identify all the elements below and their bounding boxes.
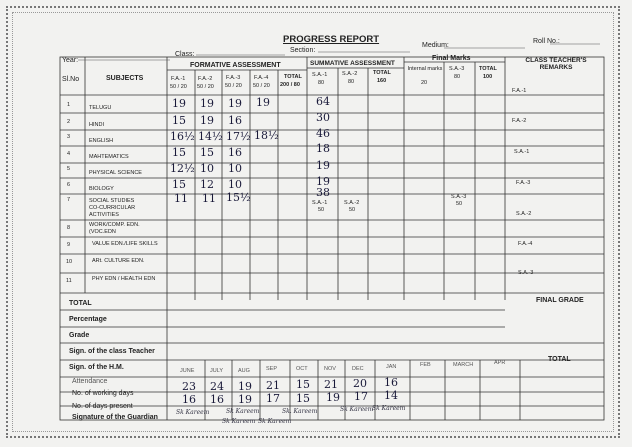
month-label: JULY xyxy=(210,368,224,374)
guardian-signature: Sk Kareem xyxy=(176,409,210,416)
days-present-label: No. of days present xyxy=(72,403,133,410)
total-label: TOTAL xyxy=(548,356,571,363)
fa2-mark: 10 xyxy=(200,162,214,175)
sa1-mark: 19 xyxy=(316,175,330,188)
fa3-mark: 16 xyxy=(228,146,242,159)
roll-label: Roll No.: xyxy=(533,38,560,45)
row-number: 3 xyxy=(67,134,71,140)
sa-total-max: 160 xyxy=(377,78,387,84)
row-number: 5 xyxy=(67,166,71,172)
remark-label: F.A.-4 xyxy=(518,241,533,247)
remark-label: F.A.-2 xyxy=(512,118,527,124)
hm-sign-label: Sign. of the H.M. xyxy=(69,364,124,371)
month-label: JAN xyxy=(386,364,397,370)
days-present-value: 17 xyxy=(354,390,368,403)
subject-name: TELUGU xyxy=(89,105,112,111)
summative-header: SUMMATIVE ASSESSMENT xyxy=(310,60,395,67)
row-number: 8 xyxy=(67,225,71,231)
teacher-sign-label: Sign. of the class Teacher xyxy=(69,348,155,355)
cc-sa2-max: 50 xyxy=(349,207,356,213)
guardian-sign-label: Signature of the Guardian xyxy=(72,414,158,421)
cc-subject-name: ARt. CULTURE EDN. xyxy=(92,258,145,264)
slno-header: Sl.No xyxy=(62,76,80,83)
final-total-max: 100 xyxy=(483,74,493,80)
fa1-header: F.A.-1 xyxy=(171,76,186,82)
fa2-mark: 15 xyxy=(200,146,214,159)
row-number: 10 xyxy=(66,259,73,265)
row-number: 9 xyxy=(67,242,71,248)
fa2-header: F.A.-2 xyxy=(198,76,213,82)
class-label: Class: xyxy=(175,51,195,58)
guardian-signature: Sk Kareem xyxy=(372,405,406,412)
subject-name: SOCIAL STUDIES xyxy=(89,198,135,204)
guardian-signature: Sk Kareem xyxy=(226,408,260,415)
attendance-label: Attendance xyxy=(72,378,108,385)
sa1-mark: 30 xyxy=(316,111,330,124)
internal-header: Internal marks xyxy=(407,66,443,72)
guardian-signature: Sk Kareem xyxy=(258,418,292,425)
fa2-mark: 19 xyxy=(200,97,214,110)
cc-sa1-header: S.A.-1 xyxy=(312,200,328,206)
subject-name: PHYSICAL SCIENCE xyxy=(89,170,142,176)
row-number: 1 xyxy=(67,102,71,108)
working-days-value: 21 xyxy=(266,379,280,392)
month-label: AUG xyxy=(238,368,250,374)
fa2-mark: 11 xyxy=(202,192,216,205)
days-present-value: 19 xyxy=(326,391,340,404)
working-days-value: 15 xyxy=(296,378,310,391)
sa1-mark: 46 xyxy=(316,127,330,140)
row-number: 2 xyxy=(67,119,71,125)
fa4-mark: 19 xyxy=(256,96,270,109)
fa1-max: 50 / 20 xyxy=(170,84,187,90)
cc-sa3-max: 50 xyxy=(456,201,463,207)
final-marks-header: Final Marks xyxy=(432,55,471,62)
sa1-header: S.A.-1 xyxy=(312,72,328,78)
fa3-header: F.A.-3 xyxy=(226,75,241,81)
working-days-value: 21 xyxy=(324,378,338,391)
fa4-header: F.A.-4 xyxy=(254,75,269,81)
sa2-max: 80 xyxy=(348,79,355,85)
grade-row-label: Grade xyxy=(69,332,90,339)
month-label: JUNE xyxy=(180,368,195,374)
cc-sa3-header: S.A.-3 xyxy=(451,194,467,200)
days-present-value: 16 xyxy=(210,393,224,406)
fa1-mark: 15 xyxy=(172,178,186,191)
subject-name: BIOLOGY xyxy=(89,186,114,192)
final-total-header: TOTAL xyxy=(479,66,497,72)
days-present-value: 14 xyxy=(384,389,398,402)
cocurricular-label: CO-CURRICULAR ACTIVITIES xyxy=(89,205,136,218)
row-number: 6 xyxy=(67,182,71,188)
month-label: SEP xyxy=(266,366,278,372)
sa1-mark: 19 xyxy=(316,159,330,172)
working-days-value: 23 xyxy=(182,380,196,393)
final-grade-label: FINAL GRADE xyxy=(536,297,584,304)
sa3-header: S.A.-3 xyxy=(449,66,465,72)
report-title: PROGRESS REPORT xyxy=(283,34,380,45)
fa4-max: 50 / 20 xyxy=(253,83,270,89)
cc-sa2-header: S.A.-2 xyxy=(344,200,360,206)
remark-label: S.A.-3 xyxy=(518,270,534,276)
subjects-header: SUBJECTS xyxy=(106,75,144,82)
month-label: APR xyxy=(494,360,506,366)
row-number: 7 xyxy=(67,197,71,203)
remark-label: S.A.-1 xyxy=(514,149,530,155)
fa3-mark: 17½ xyxy=(226,130,251,143)
fa2-mark: 14½ xyxy=(198,130,223,143)
fa3-mark: 16 xyxy=(228,114,242,127)
fa2-mark: 19 xyxy=(200,114,214,127)
year-label: Year: xyxy=(62,57,79,64)
sa1-mark: 38 xyxy=(316,186,330,199)
remark-label: F.A.-1 xyxy=(512,88,527,94)
percentage-row-label: Percentage xyxy=(69,316,107,323)
days-present-value: 17 xyxy=(266,392,280,405)
guardian-signature: Sk Kareem xyxy=(222,418,256,425)
row-number: 11 xyxy=(66,278,72,284)
cc-sa1-max: 50 xyxy=(318,207,325,213)
month-label: OCT xyxy=(296,366,308,372)
remark-label: S.A.-2 xyxy=(516,211,532,217)
remarks-header: CLASS TEACHER'S REMARKS xyxy=(525,57,587,71)
total-row-label: TOTAL xyxy=(69,300,92,307)
working-days-value: 20 xyxy=(353,377,367,390)
fa3-max: 50 / 20 xyxy=(225,83,242,89)
cc-subject-name: WORK/COMP. EDN. (VOC.EDN xyxy=(89,222,140,235)
sa3-max: 80 xyxy=(454,74,461,80)
section-label: Section: xyxy=(290,47,316,54)
internal-max: 20 xyxy=(421,80,428,86)
fa1-mark: 11 xyxy=(174,192,188,205)
fa1-mark: 15 xyxy=(172,114,186,127)
fa4-mark: 18½ xyxy=(254,129,279,142)
medium-label: Medium: xyxy=(422,42,449,49)
fa1-mark: 15 xyxy=(172,146,186,159)
fa1-mark: 16½ xyxy=(170,130,195,143)
working-days-value: 24 xyxy=(210,380,224,393)
sa2-header: S.A.-2 xyxy=(342,71,358,77)
month-label: DEC xyxy=(352,366,364,372)
formative-header: FORMATIVE ASSESSMENT xyxy=(190,62,281,69)
guardian-signature: Sk. Kareem xyxy=(282,408,318,415)
days-present-value: 16 xyxy=(182,393,196,406)
working-days-value: 16 xyxy=(384,376,398,389)
working-days-label: No. of working days xyxy=(72,390,134,397)
month-label: FEB xyxy=(420,362,431,368)
guardian-signature: Sk Kareem xyxy=(340,406,374,413)
fa-total-header: TOTAL xyxy=(284,74,302,80)
month-label: MARCH xyxy=(453,362,474,368)
sa1-max: 80 xyxy=(318,80,325,86)
cc-subject-name: VALUE EDN./LIFE SKILLS xyxy=(92,241,158,247)
subject-name: MAHTEMATICS xyxy=(89,154,129,160)
fa3-mark: 19 xyxy=(228,97,242,110)
sa1-mark: 18 xyxy=(316,142,330,155)
fa3-mark: 15½ xyxy=(226,191,251,204)
subject-name: ENGLISH xyxy=(89,138,114,144)
fa3-mark: 10 xyxy=(228,178,242,191)
fa1-mark: 12½ xyxy=(170,162,195,175)
sa1-mark: 64 xyxy=(316,95,330,108)
row-number: 4 xyxy=(67,151,71,157)
fa2-mark: 12 xyxy=(200,178,214,191)
subject-name: HINDI xyxy=(89,122,104,128)
fa2-max: 50 / 20 xyxy=(197,84,214,90)
remark-label: F.A.-3 xyxy=(516,180,531,186)
month-label: NOV xyxy=(324,366,336,372)
days-present-value: 19 xyxy=(238,393,252,406)
sa-total-header: TOTAL xyxy=(373,70,391,76)
days-present-value: 15 xyxy=(296,392,310,405)
fa3-mark: 10 xyxy=(228,162,242,175)
fa1-mark: 19 xyxy=(172,97,186,110)
working-days-value: 19 xyxy=(238,380,252,393)
cc-subject-name: PHY EDN / HEALTH EDN xyxy=(92,276,156,282)
fa-total-max: 200 / 80 xyxy=(280,82,300,88)
